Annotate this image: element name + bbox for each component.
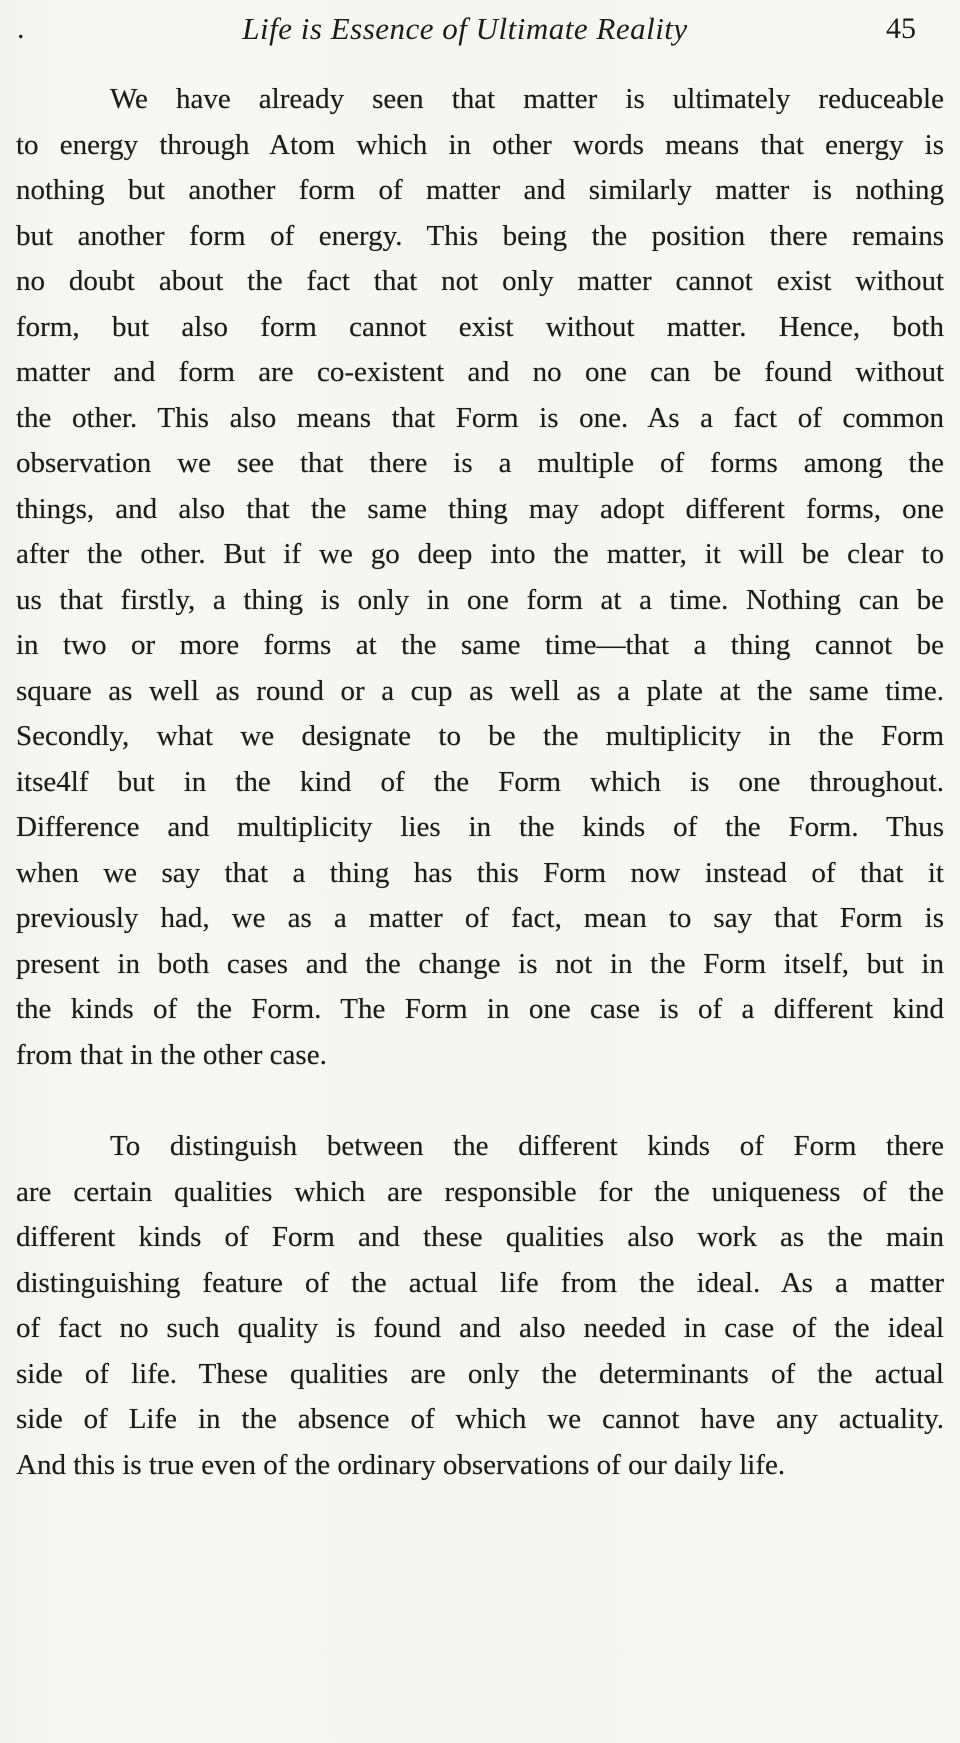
text-line: no doubt about the fact that not only matter cannot exist without: [16, 265, 944, 297]
text-line: of fact no such quality is found and also needed in case of the ideal: [16, 1312, 944, 1344]
page-header: [0, 0, 960, 52]
text-line: in two or more forms at the same time—that a thing cannot be: [16, 629, 944, 661]
text-line: to energy through Atom which in other words means that energy is: [16, 128, 944, 161]
text-line: things, and also that the same thing may adopt different forms, one: [16, 492, 944, 525]
text-line: us that firstly, a thing is only in one form at a time. Nothing can be: [16, 583, 944, 616]
text-line: after the other. But if we go deep into the matter, it will be clear to: [16, 538, 944, 570]
text-line: previously had, we as a matter of fact, mean to say that Form is: [16, 902, 944, 934]
text-line: different kinds of Form and these qualities also work as the main: [16, 1221, 944, 1253]
text-line: are certain qualities which are responsible for the uniqueness of the: [16, 1175, 944, 1208]
text-line: side of life. These qualities are only the determinants of the actual: [16, 1357, 944, 1390]
margin-dot: .: [17, 12, 25, 45]
text-line: We have already seen that matter is ultimately reduceable: [110, 83, 944, 115]
text-line: distinguishing feature of the actual life from the ideal. As a matter: [16, 1266, 944, 1299]
page-body: [0, 52, 960, 1488]
text-line: when we say that a thing has this Form now instead of that it: [16, 856, 944, 889]
text-line: but another form of energy. This being the position there remains: [16, 219, 944, 252]
text-line: form, but also form cannot exist without matter. Hence, both: [16, 310, 944, 343]
text-line: from that in the other case.: [16, 1038, 327, 1071]
text-line: side of Life in the absence of which we cannot have any actuality.: [16, 1403, 944, 1435]
paragraph: [16, 77, 944, 1078]
page-number: 45: [886, 12, 916, 45]
text-line: Difference and multiplicity lies in the kinds of the Form. Thus: [16, 811, 944, 843]
text-line: observation we see that there is a multiple of forms among the: [16, 447, 944, 479]
text-line: itse4lf but in the kind of the Form which is one throughout.: [16, 765, 944, 798]
text-line: Secondly, what we designate to be the multiplicity in the Form: [16, 720, 944, 752]
text-line: And this is true even of the ordinary observations of our daily life.: [16, 1448, 786, 1481]
text-line: present in both cases and the change is not in the Form itself, but in: [16, 947, 944, 980]
running-head-title: Life is Essence of Ultimate Reality: [242, 11, 688, 46]
text-line: the kinds of the Form. The Form in one case is of a different kind: [16, 993, 944, 1025]
text-line: the other. This also means that Form is one. As a fact of common: [16, 401, 944, 434]
text-line: nothing but another form of matter and similarly matter is nothing: [16, 174, 944, 206]
text-line: square as well as round or a cup as well as a plate at the same time.: [16, 674, 944, 707]
paragraph: [16, 1124, 944, 1488]
text-line: To distinguish between the different kinds of Form there: [110, 1130, 944, 1162]
text-line: matter and form are co-existent and no one can be found without: [16, 356, 944, 388]
